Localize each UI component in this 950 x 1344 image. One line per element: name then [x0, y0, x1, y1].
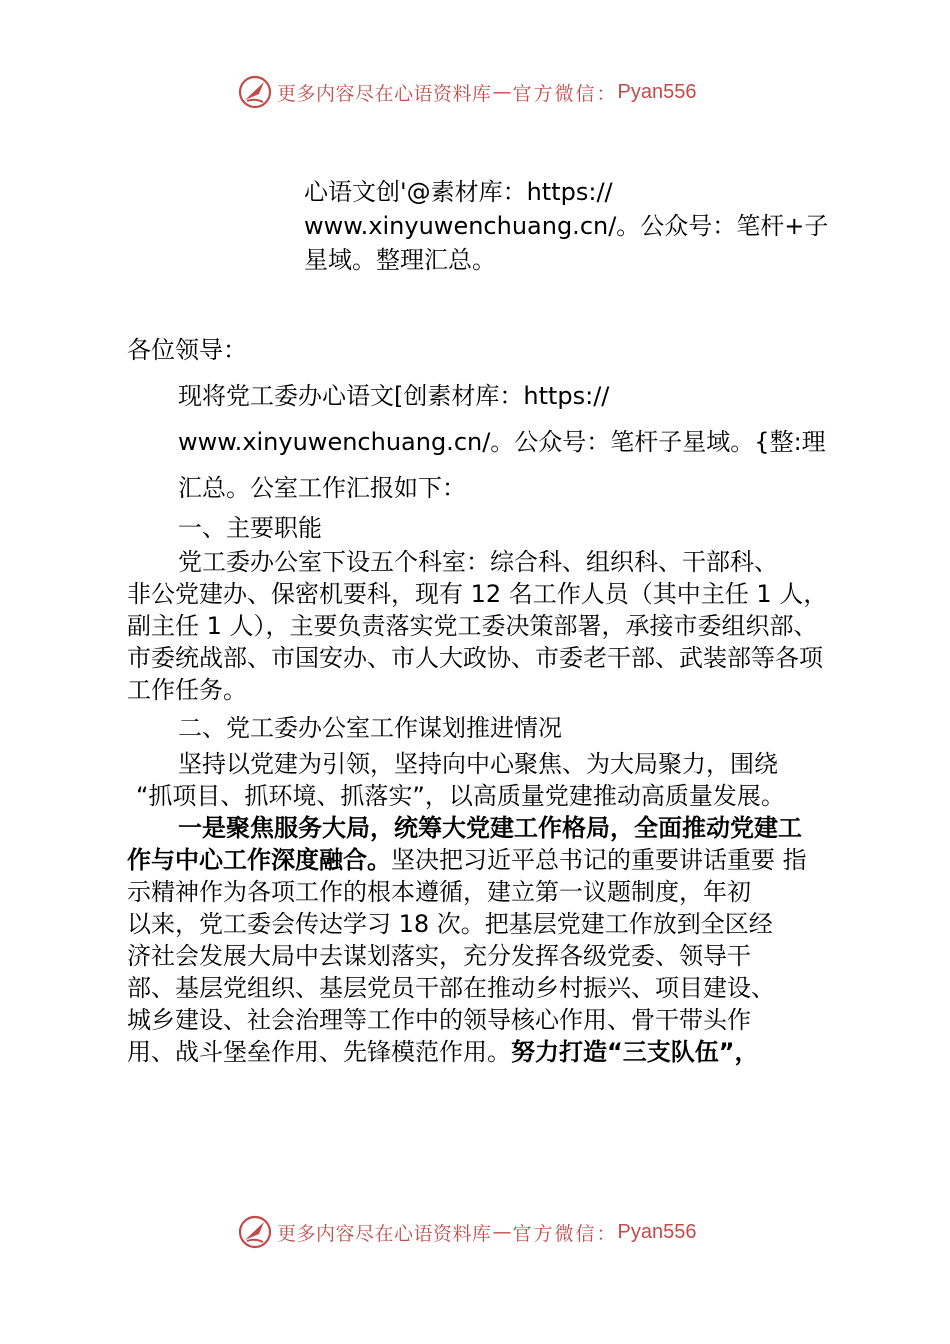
para1-last-line: 用、战斗堡垒作用、先锋模范作用。 [127, 1038, 511, 1066]
section1-heading: 一、主要职能 [178, 514, 322, 542]
section1-line-1: 党工委办公室下设五个科室：综合科、组织科、干部科、 [178, 548, 778, 576]
section2-line-1: 坚持以党建为引领，坚持向中心聚焦、为大局聚力，围绕 [178, 750, 778, 778]
para1-line-2-rest: 坚决把习近平总书记的重要讲话重要 指 [391, 846, 807, 874]
banner-wechat-label: 官方微信： [512, 1222, 618, 1245]
banner-wechat-id: Pyan556 [617, 1220, 697, 1243]
para1-bold-line-1: 一是聚焦服务大局，统筹大党建工作格局，全面推动党建工 [178, 814, 802, 842]
salutation: 各位领导： [127, 336, 247, 364]
section1-line-4: 市委统战部、市国安办、市人大政协、市委老干部、武装部等各项 [127, 644, 823, 672]
source-note-line-2: www.xinyuwenchuang.cn/。公众号：笔杆+子 [304, 212, 829, 240]
quill-logo-icon [237, 74, 273, 110]
section1-line-2: 非公党建办、保密机要科，现有 12 名工作人员（其中主任 1 人， [127, 580, 828, 608]
para1-bold-line-2: 作与中心工作深度融合。 [127, 846, 391, 874]
section1-line-3: 副主任 1 人），主要负责落实党工委决策部署，承接市委组织部、 [127, 612, 818, 640]
banner-separator: — [492, 81, 512, 103]
quill-logo-icon [237, 1214, 273, 1250]
section1-line-5: 工作任务。 [127, 676, 247, 704]
para1-line-4: 以来，党工委会传达学习 18 次。把基层党建工作放到全区经 [127, 910, 773, 938]
para1-line-5: 济社会发展大局中去谋划落实，充分发挥各级党委、领导干 [127, 942, 751, 970]
banner-separator: — [492, 1221, 512, 1243]
intro-line-3: 汇总。公室工作汇报如下： [178, 474, 466, 502]
para1-line-8 [127, 1032, 759, 1067]
para1-line-2 [127, 840, 807, 875]
banner-wechat-id: Pyan556 [617, 80, 697, 103]
source-note-line-3: 星域。整理汇总。 [304, 246, 496, 274]
para1-line-7: 城乡建设、社会治理等工作中的领导核心作用、骨干带头作 [127, 1006, 751, 1034]
source-note-line-1: 心语文创'@素材库：https:// [304, 178, 613, 206]
section2-heading: 二、党工委办公室工作谋划推进情况 [178, 714, 562, 742]
intro-line-2: www.xinyuwenchuang.cn/。公众号：笔杆子星域。{整:理 [178, 428, 826, 456]
section2-line-2: “抓项目、抓环境、抓落实”，以高质量党建推动高质量发展。 [136, 782, 785, 810]
para1-line-3: 示精神作为各项工作的根本遵循，建立第一议题制度，年初 [127, 878, 751, 906]
para1-line-6: 部、基层党组织、基层党员干部在推动乡村振兴、项目建设、 [127, 974, 775, 1002]
intro-line-1: 现将党工委办心语文[创素材库：https:// [178, 382, 610, 410]
footer-banner [237, 1212, 737, 1252]
banner-text: 更多内容尽在心语资料库 [277, 1222, 492, 1245]
para1-last-bold: 努力打造“三支队伍”， [511, 1038, 759, 1066]
banner-text: 更多内容尽在心语资料库 [277, 82, 492, 105]
header-banner [237, 72, 737, 112]
banner-wechat-label: 官方微信： [512, 82, 618, 105]
